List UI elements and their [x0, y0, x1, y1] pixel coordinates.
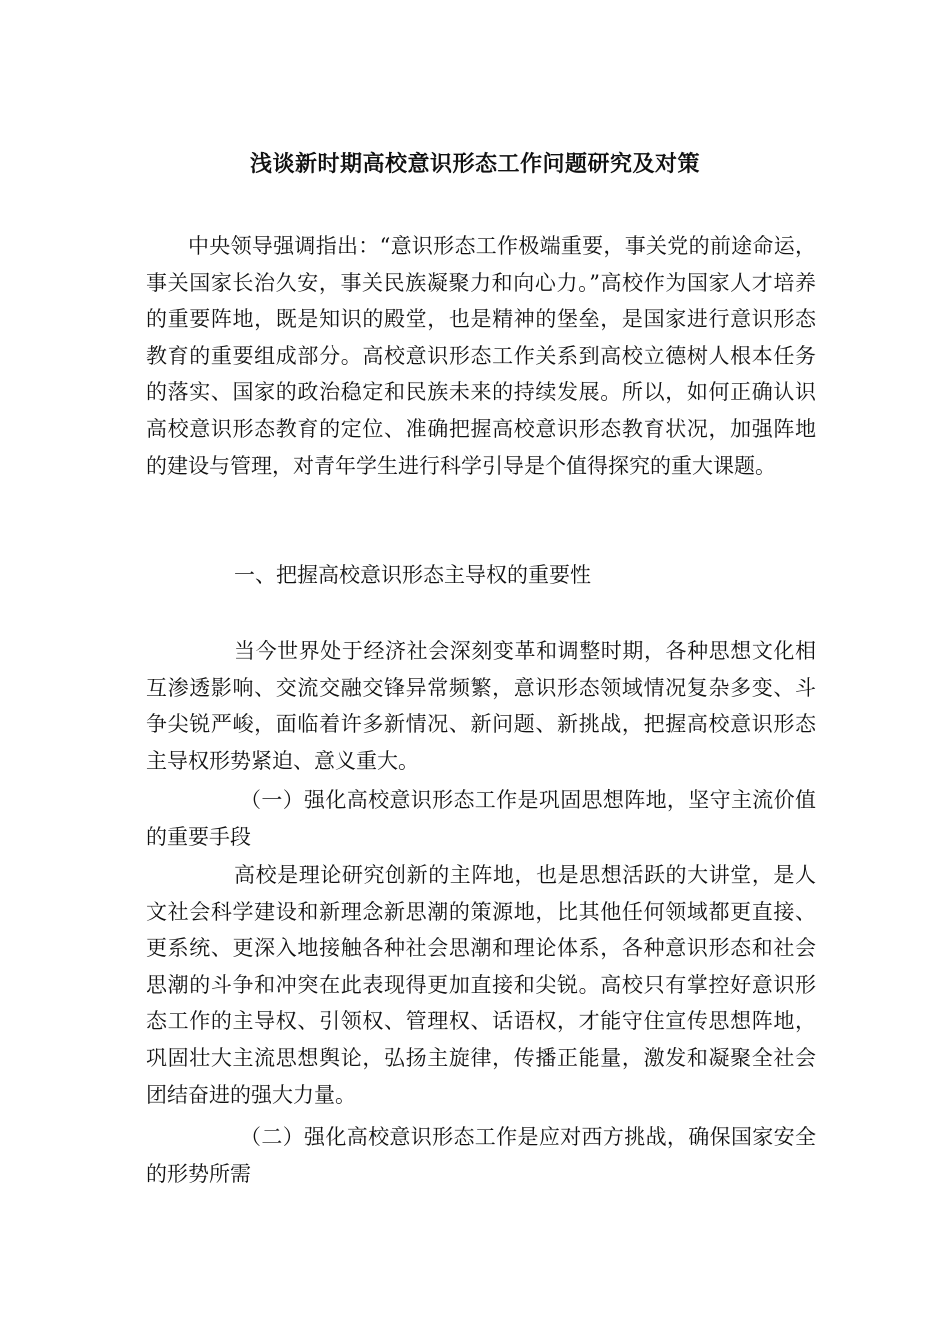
subsection-heading-2: （二）强化高校意识形态工作是应对西方挑战，确保国家安全的形势所需: [146, 1125, 816, 1186]
intro-paragraph: 中央领导强调指出：“意识形态工作极端重要，事关党的前途命运，事关国家长治久安，事关民族凝聚力和向心力。”高校作为国家人才培养的重要阵地，既是知识的殿堂，也是精神的堡垒，是国家进行意识形态教育的重要组成部分。高校意识形态工作关系到高校立德树人根本任务的落实、国家的政治稳定和民族未来的持续发展。所以，如何正确认识高校意识形态教育的定位、准确把握高校意识形态教育状况，加强阵地的建设与管理，对青年学生进行科学引导是个值得探究的重大课题。: [146, 234, 816, 478]
subsection-paragraph-1: 高校是理论研究创新的主阵地，也是思想活跃的大讲堂，是人文社会科学建设和新理念新思潮的策源地，比其他任何领域都更直接、更系统、更深入地接触各种社会思潮和理论体系，各种意识形态和社会思潮的斗争和冲突在此表现得更加直接和尖锐。高校只有掌控好意识形态工作的主导权、引领权、管理权、话语权，才能守住宣传思想阵地，巩固壮大主流思想舆论，弘扬主旋律，传播正能量，激发和凝聚全社会团结奋进的强大力量。: [146, 863, 816, 1107]
section-paragraph: 当今世界处于经济社会深刻变革和调整时期，各种思想文化相互渗透影响、交流交融交锋异常频繁，意识形态领域情况复杂多变、斗争尖锐严峻，面临着许多新情况、新问题、新挑战，把握高校意识形态主导权形势紧迫、意义重大。: [146, 639, 816, 773]
section-heading: 一、把握高校意识形态主导权的重要性: [234, 563, 591, 587]
subsection-heading-1: （一）强化高校意识形态工作是巩固思想阵地，坚守主流价值的重要手段: [146, 788, 816, 849]
document-title: 浅谈新时期高校意识形态工作问题研究及对策: [249, 151, 700, 177]
